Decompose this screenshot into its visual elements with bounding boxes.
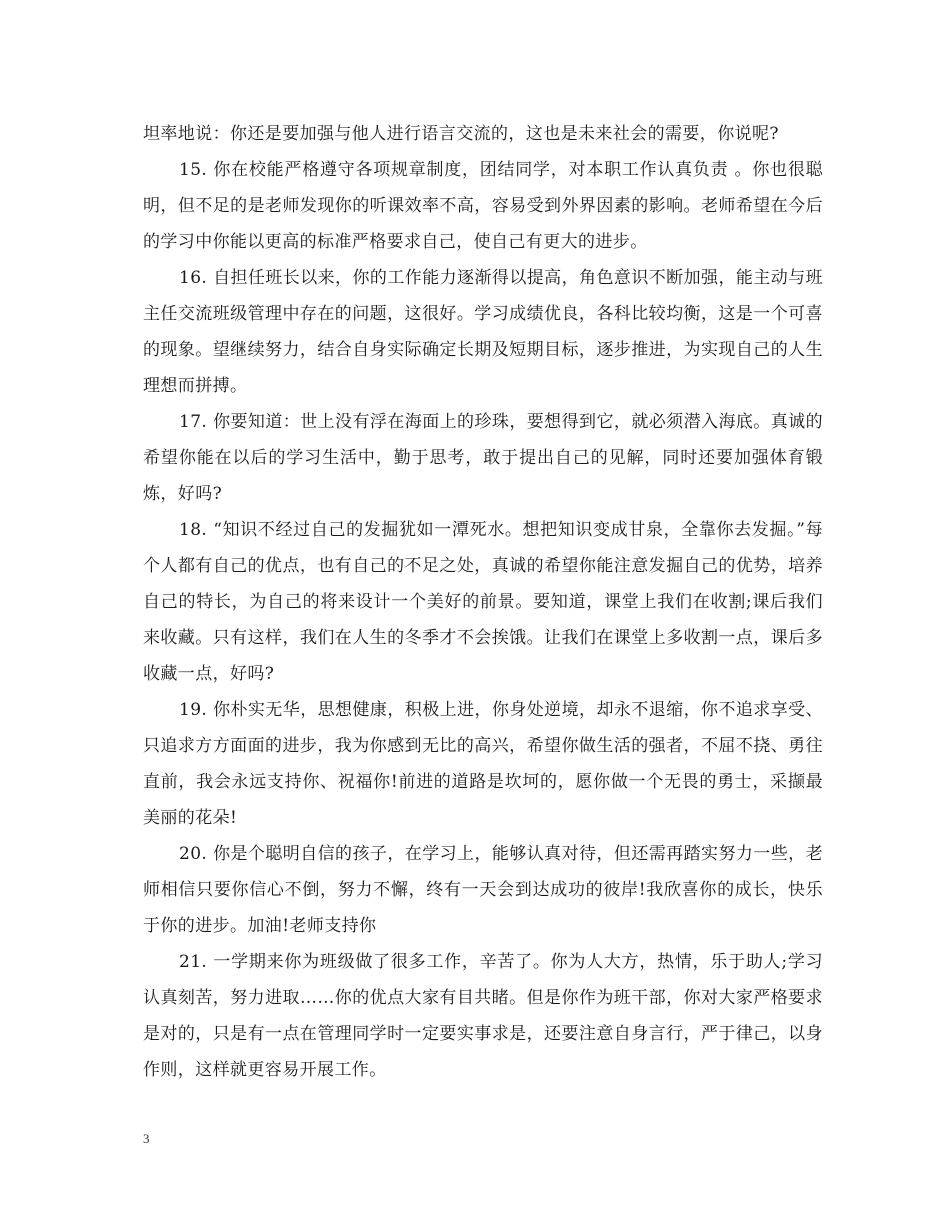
paragraph-continuation: 坦率地说：你还是要加强与他人进行语言交流的，这也是未来社会的需要，你说呢? [143, 124, 779, 144]
paragraph-20: 20. 你是个聪明自信的孩子，在学习上，能够认真对待，但还需再踏实努力一些，老师相信只要你信心不倒，努力不懈，终有一天会到达成功的彼岸!我欣喜你的成长，快乐于你的进步。加油!老师支持你 [143, 844, 823, 936]
paragraph-16: 16. 自担任班长以来，你的工作能力逐渐得以提高，角色意识不断加强，能主动与班主任交流班级管理中存在的问题，这很好。学习成绩优良，各科比较均衡，这是一个可喜的现象。望继续努力，结合自身实际确定长期及短期目标，逐步推进，为实现自己的人生理想而拼搏。 [143, 268, 823, 396]
paragraph-15: 15. 你在校能严格遵守各项规章制度，团结同学，对本职工作认真负责 。你也很聪明，但不足的是老师发现你的听课效率不高，容易受到外界因素的影响。老师希望在今后的学习中你能以更高的标准严格要求自己，使自己有更大的进步。 [143, 160, 823, 252]
paragraph-18: 18. “知识不经过自己的发掘犹如一潭死水。想把知识变成甘泉，全靠你去发掘。”每个人都有自己的优点，也有自己的不足之处，真诚的希望你能注意发掘自己的优势，培养自己的特长，为自己的将来设计一个美好的前景。要知道，课堂上我们在收割;课后我们来收藏。只有这样，我们在人生的冬季才不会挨饿。让我们在课堂上多收割一点，课后多收藏一点，好吗? [143, 520, 823, 684]
page-number: 3 [143, 1131, 150, 1146]
paragraph-21: 21. 一学期来你为班级做了很多工作，辛苦了。你为人大方，热情，乐于助人;学习认真刻苦，努力进取……你的优点大家有目共睹。但是你作为班干部，你对大家严格要求是对的，只是有一点在管理同学时一定要实事求是，还要注意自身言行，严于律己，以身作则，这样就更容易开展工作。 [143, 952, 823, 1080]
paragraph-19: 19. 你朴实无华，思想健康，积极上进，你身处逆境，却永不退缩，你不追求享受、只追求方方面面的进步，我为你感到无比的高兴，希望你做生活的强者，不屈不挠、勇往直前，我会永远支持你、祝福你!前进的道路是坎坷的，愿你做一个无畏的勇士，采撷最美丽的花朵! [143, 700, 823, 828]
body-text [143, 116, 823, 1088]
paragraph-17: 17. 你要知道：世上没有浮在海面上的珍珠，要想得到它，就必须潜入海底。真诚的希望你能在以后的学习生活中，勤于思考，敢于提出自己的见解，同时还要加强体育锻炼，好吗? [143, 412, 823, 504]
